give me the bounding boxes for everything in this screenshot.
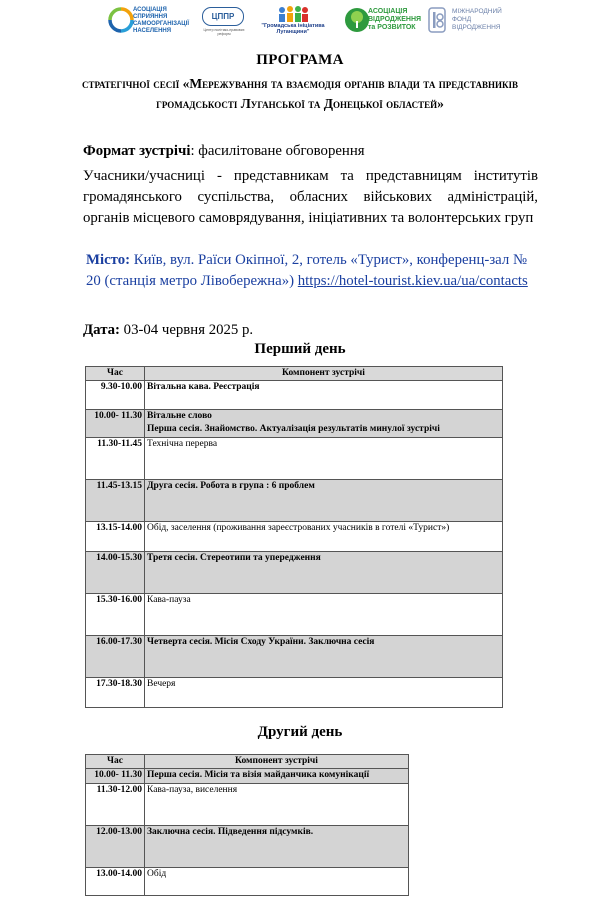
row-component: Кава-пауза, виселення <box>145 784 409 826</box>
table-row <box>86 678 503 708</box>
row-component: Друга сесія. Робота в група : 6 проблем <box>145 480 503 522</box>
logo-luhansk-civic-initiative <box>254 3 332 39</box>
table-row <box>86 522 503 552</box>
table-row <box>86 594 503 636</box>
table-header-row <box>86 367 503 381</box>
circle-arrows-icon <box>108 7 134 33</box>
format-label: Формат зустрічі <box>83 143 191 159</box>
meeting-date <box>83 320 538 341</box>
hotel-link[interactable]: https://hotel-tourist.kiev.ua/ua/contacts <box>297 273 528 289</box>
row-component: Вітальна кава. Реєстрація <box>145 381 503 410</box>
logo-revival-development-association <box>344 3 424 39</box>
row-time: 10.00- 11.30 <box>86 769 145 784</box>
row-component: Заключна сесія. Підведення підсумків. <box>145 826 409 868</box>
table-row <box>86 636 503 678</box>
row-time: 11.45-13.15 <box>86 480 145 522</box>
column-header-component: Компонент зустрічі <box>145 755 409 769</box>
row-component <box>145 410 503 438</box>
place-value: Київ, вул. Раїси Окіпної, 2, готель «Турист», конференц-зал № 20 (станція метро Лівобережна») <box>86 252 528 289</box>
day2-schedule-table <box>85 754 409 896</box>
row-time: 16.00-17.30 <box>86 636 145 678</box>
day1-schedule-table <box>85 366 503 708</box>
row-time: 9.30-10.00 <box>86 381 145 410</box>
partner-logos <box>106 3 506 39</box>
table-row <box>86 438 503 480</box>
table-header-row <box>86 755 409 769</box>
document-title: ПРОГРАМА <box>256 52 344 68</box>
column-header-component: Компонент зустрічі <box>145 367 503 381</box>
row-time: 13.00-14.00 <box>86 868 145 896</box>
row-component: Обід, заселення (проживання зареєстрованих учасників в готелі «Турист») <box>145 522 503 552</box>
row-time: 11.30-11.45 <box>86 438 145 480</box>
people-group-icon <box>276 5 310 23</box>
table-row <box>86 381 503 410</box>
table-row <box>86 480 503 522</box>
row-time: 14.00-15.30 <box>86 552 145 594</box>
document-subtitle: стратегічної сесії «Мережування та взаємодія органів влади та представників громадськості Луганської та Донецької областей» <box>81 76 518 111</box>
participants-text: Учасники/учасниці - представникам та представницям інститутів громадянського суспільства, обласних військових адміністрацій, органів місцевого самоврядування, ініціативних та волонтерських груп <box>83 168 538 226</box>
table-row <box>86 826 409 868</box>
column-header-time: Час <box>86 755 145 769</box>
row-line: Вітальне слово <box>147 411 212 421</box>
row-component: Технічна перерва <box>145 438 503 480</box>
irf-mark-icon <box>428 7 446 33</box>
logo1-text: АСОЦІАЦІЯ СПРИЯННЯ САМООРГАНІЗАЦІЇ НАСЕЛЕННЯ <box>133 7 190 34</box>
place-label: Місто: <box>86 252 131 268</box>
logo5-text: МІЖНАРОДНИЙ ФОНД ВІДРОДЖЕННЯ <box>452 8 502 31</box>
row-time: 15.30-16.00 <box>86 594 145 636</box>
row-time: 12.00-13.00 <box>86 826 145 868</box>
date-label: Дата: <box>83 322 120 338</box>
row-time: 11.30-12.00 <box>86 784 145 826</box>
column-header-time: Час <box>86 367 145 381</box>
logo-self-organization-association <box>106 3 190 39</box>
logo-cppr <box>198 3 250 39</box>
table-row <box>86 552 503 594</box>
row-time: 10.00- 11.30 <box>86 410 145 438</box>
format-value: : фасилітоване обговорення <box>190 143 365 159</box>
table-row <box>86 784 409 826</box>
table-row <box>86 410 503 438</box>
row-component: Обід <box>145 868 409 896</box>
date-value: 03-04 червня 2025 р. <box>119 322 254 338</box>
row-line: Перша сесія. Знайомство. Актуалізація результатів минулої зустрічі <box>147 424 440 434</box>
logo-international-renaissance-foundation <box>428 3 506 39</box>
row-time: 17.30-18.30 <box>86 678 145 708</box>
day1-title: Перший день <box>254 341 346 357</box>
tree-icon <box>344 7 370 33</box>
table-row <box>86 868 409 896</box>
table-row <box>86 769 409 784</box>
row-component: Четверта сесія. Місія Сходу України. Заключна сесія <box>145 636 503 678</box>
meeting-place <box>86 250 541 292</box>
meeting-format <box>83 141 538 162</box>
row-component: Третя сесія. Стереотипи та упередження <box>145 552 503 594</box>
logo2-mark: ЦППР <box>202 7 244 26</box>
row-time: 13.15-14.00 <box>86 522 145 552</box>
logo4-text: АСОЦІАЦІЯ ВІДРОДЖЕННЯ та РОЗВИТОК <box>368 8 422 31</box>
row-component: Вечеря <box>145 678 503 708</box>
row-component: Кава-пауза <box>145 594 503 636</box>
day2-title: Другий день <box>257 724 343 740</box>
logo2-subtitle: Центр політико-правових реформ <box>203 28 245 36</box>
row-component: Перша сесія. Місія та візія майданчика комунікації <box>145 769 409 784</box>
logo3-text: "Громадська ініціатива Луганщини" <box>261 23 325 35</box>
